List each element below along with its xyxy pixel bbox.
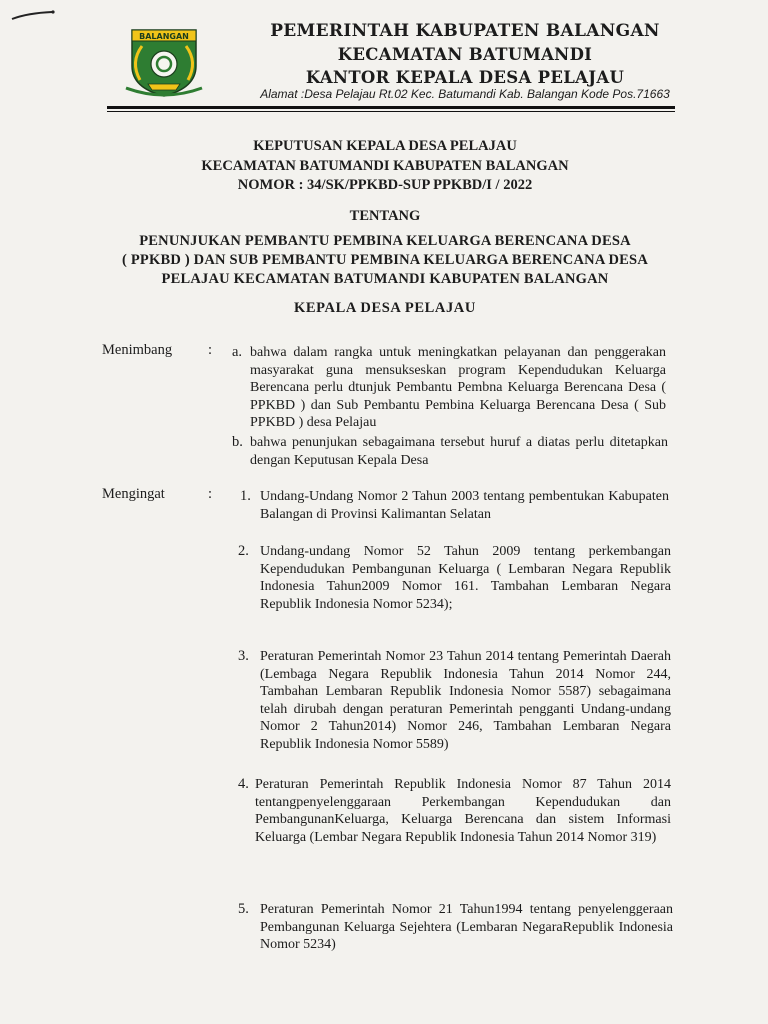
mengingat-marker-5: 5. [238, 901, 249, 917]
mengingat-item-3: Peraturan Pemerintah Nomor 23 Tahun 2014 tentang Pemerintah Daerah (Lembaga Negara Republik Indonesia Tahun 2014 Nomor 244, Tambahan Lembaran Republik Indonesia Nomor 5587) sebagaimana telah dirubah dengan peraturan Pemerintah pengganti Undang-undang Nomor 2 Tahun2014) Nomor 246, Tambahan Lembaran Negara Republik Indonesia Nomor 5589) [260, 649, 671, 752]
letterhead-line-1: PEMERINTAH KABUPATEN BALANGAN [270, 21, 660, 41]
menimbang-item-b: bahwa penunjukan sebagaimana tersebut huruf a diatas perlu ditetapkan dengan Keputusan Kepala Desa [250, 435, 668, 468]
menimbang-marker-b: b. [232, 434, 243, 450]
logo-banner-text: BALANGAN [139, 32, 189, 41]
menimbang-item-a: bahwa dalam rangka untuk meningkatkan pelayanan dan penggerakan masyarakat guna mensukseskan program Kependudukan Keluarga Berencana perlu dtunjuk Pembantu Pembna Keluarga Berencana Desa ( PPKBD ) dan Sub Pembantu Pembina Keluarga Berencana Desa ( Sub PPKBD ) desa Pelajau [250, 345, 666, 430]
kepala-desa-heading: KEPALA DESA PELAJAU [294, 300, 476, 316]
mengingat-marker-1: 1. [240, 488, 251, 504]
menimbang-colon: : [208, 342, 213, 358]
subject-line-1: PENUNJUKAN PEMBANTU PEMBINA KELUARGA BERENCANA DESA [139, 233, 631, 249]
decree-subject [90, 232, 680, 289]
mengingat-item-1: Undang-Undang Nomor 2 Tahun 2003 tentang pembentukan Kabupaten Balangan di Provinsi Kalimantan Selatan [260, 489, 669, 522]
letterhead-line-3: KANTOR KEPALA DESA PELAJAU [305, 68, 625, 87]
subject-line-3: PELAJAU KECAMATAN BATUMANDI KABUPATEN BALANGAN [161, 271, 609, 287]
menimbang-label: Menimbang [102, 342, 173, 358]
decree-title-line-1: KEPUTUSAN KEPALA DESA PELAJAU [253, 138, 517, 154]
tentang-heading: TENTANG [349, 208, 421, 224]
letterhead-rule-thick [107, 106, 675, 109]
mengingat-marker-4: 4. [238, 776, 249, 792]
mengingat-item-5: Peraturan Pemerintah Nomor 21 Tahun1994 tentang penyelenggeraan Pembangunan Keluarga Sejehtera (Lembaran NegaraRepublik Indonesia Nomor 5234) [260, 902, 673, 952]
mengingat-colon: : [208, 486, 213, 502]
decree-title [90, 137, 680, 196]
subject-line-2: ( PPKBD ) DAN SUB PEMBANTU PEMBINA KELUARGA BERENCANA DESA [122, 252, 648, 268]
balangan-emblem-logo [118, 22, 210, 98]
mengingat-marker-2: 2. [238, 543, 249, 559]
letterhead-rule-thin [107, 111, 675, 112]
mengingat-item-2: Undang-undang Nomor 52 Tahun 2009 tentang perkembangan Kependudukan Pembangunan Keluarga ( Lembaran Negara Republik Indonesia Tahun2009 Nomor 161. Tambahan Lembaran Negara Republik Indonesia Nomor 5234); [260, 544, 671, 612]
letterhead-line-2: KECAMATAN BATUMANDI [337, 45, 593, 64]
mengingat-label: Mengingat [102, 486, 165, 502]
decree-number: NOMOR : 34/SK/PPKBD-SUP PPKBD/I / 2022 [237, 177, 533, 193]
letterhead [236, 20, 694, 89]
decree-title-line-2: KECAMATAN BATUMANDI KABUPATEN BALANGAN [201, 157, 569, 174]
mengingat-item-4: Peraturan Pemerintah Republik Indonesia Nomor 87 Tahun 2014 tentangpenyelenggaraan Perkembangan Kependudukan dan PembangunanKeluarga, Keluarga Berencana dan sistem Informasi Keluarga (Lembar Negara Republik Indonesia Tahun 2014 Nomor 319) [255, 777, 671, 845]
mengingat-marker-3: 3. [238, 648, 249, 664]
pen-mark [8, 4, 58, 24]
letterhead-address: Alamat :Desa Pelajau Rt.02 Kec. Batumandi Kab. Balangan Kode Pos.71663 [260, 87, 670, 101]
menimbang-marker-a: a. [232, 344, 243, 360]
